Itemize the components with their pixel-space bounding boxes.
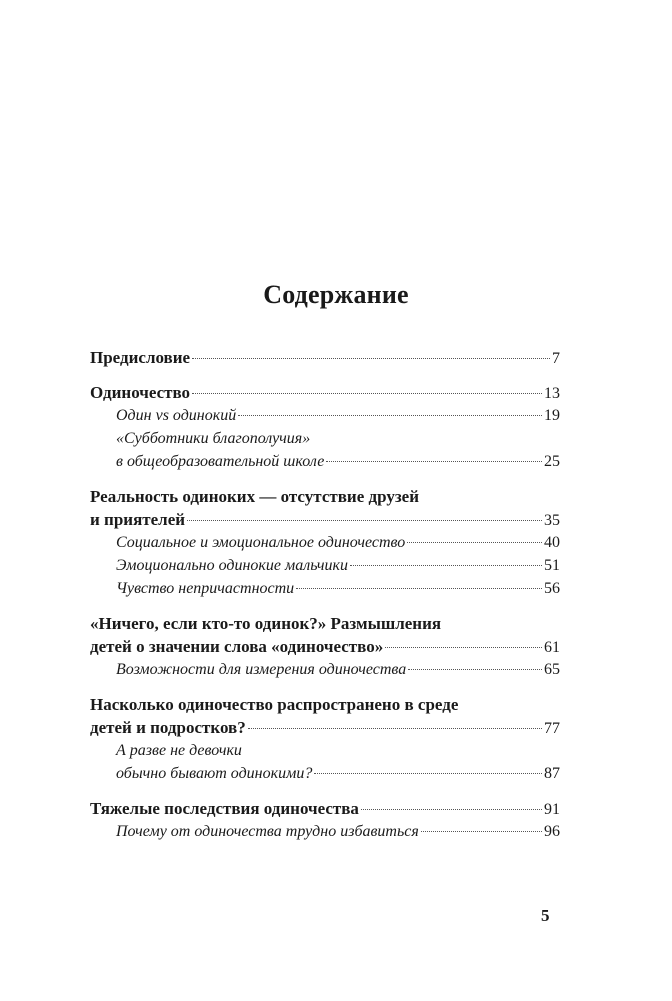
dot-leader [408,669,542,670]
toc-subsection-line [90,739,560,762]
dot-leader [361,809,542,810]
toc-entry-title: Чувство непричастности [116,580,295,597]
table-of-contents [90,346,560,855]
toc-section [90,797,560,843]
toc-entry-title: Тяжелые последствия одиночества [90,799,359,818]
toc-page-number: 19 [544,407,560,424]
toc-entry-title: «Ничего, если кто-то одинок?» Размышления [90,614,442,633]
toc-entry-title: Почему от одиночества трудно избавиться [116,823,419,840]
toc-entry-title: «Субботники благополучия» [116,430,311,447]
dot-leader [192,393,542,394]
toc-section [90,612,560,681]
toc-page-number: 96 [544,823,560,840]
toc-page-number: 77 [544,720,560,737]
dot-leader [350,565,542,566]
dot-leader [407,542,542,543]
toc-page-number: 87 [544,765,560,782]
toc-subsection-line [90,554,560,577]
toc-section [90,381,560,473]
toc-chapter-line [90,716,560,739]
toc-subsection-line [90,577,560,600]
toc-entry-title: Возможности для измерения одиночества [116,661,407,678]
toc-entry-title: Реальность одиноких — отсутствие друзей [90,487,419,506]
toc-subsection-line [90,427,560,450]
toc-entry-title: в общеобразовательной школе [116,453,325,470]
toc-subsection-line [90,762,560,785]
toc-subsection-line [90,450,560,473]
toc-chapter-line [90,381,560,404]
dot-leader [385,647,542,648]
page-number: 5 [541,906,550,925]
toc-page-number: 25 [544,453,560,470]
toc-page-number: 91 [544,801,560,818]
toc-section [90,693,560,785]
toc-entry-title: детей о значении слова «одиночество» [90,637,384,656]
toc-chapter-line [90,797,560,820]
toc-entry-title: детей и подростков? [90,718,246,737]
toc-entry-title: Эмоционально одинокие мальчики [116,557,348,574]
toc-entry-title: Один vs одинокий [116,407,237,424]
toc-page-number: 61 [544,639,560,656]
toc-subsection-line [90,820,560,843]
toc-page-number: 13 [544,385,560,402]
dot-leader [314,773,542,774]
page-title: Содержание [263,280,409,309]
dot-leader [421,831,542,832]
toc-entry-title: и приятелей [90,510,186,529]
toc-page-number: 65 [544,661,560,678]
dot-leader [187,520,542,521]
toc-page-number: 51 [544,557,560,574]
toc-entry-title: Одиночество [90,383,191,402]
dot-leader [238,415,542,416]
toc-entry-title: Социальное и эмоциональное одиночество [116,534,406,551]
toc-subsection-line [90,531,560,554]
toc-chapter-line [90,346,560,369]
toc-entry-title: Насколько одиночество распространено в среде [90,695,459,714]
dot-leader [296,588,542,589]
toc-section [90,485,560,600]
toc-chapter-line [90,485,560,508]
dot-leader [248,728,542,729]
dot-leader [326,461,542,462]
toc-chapter-line [90,635,560,658]
toc-page-number: 40 [544,534,560,551]
toc-chapter-line [90,693,560,716]
toc-section [90,346,560,369]
toc-page-number: 56 [544,580,560,597]
toc-page-number: 7 [552,350,560,367]
toc-entry-title: А разве не девочки [116,742,242,759]
toc-entry-title: Предисловие [90,348,191,367]
toc-subsection-line [90,658,560,681]
toc-chapter-line [90,508,560,531]
dot-leader [192,358,550,359]
toc-subsection-line [90,404,560,427]
toc-entry-title: обычно бывают одинокими? [116,765,313,782]
toc-page-number: 35 [544,512,560,529]
toc-chapter-line [90,612,560,635]
